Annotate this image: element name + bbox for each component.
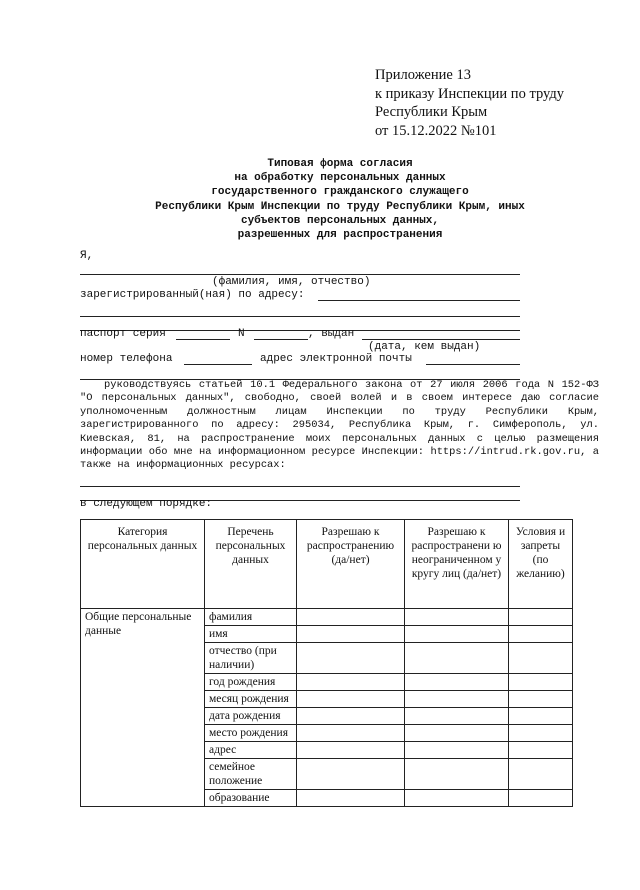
conditions-cell[interactable] xyxy=(509,759,573,790)
header-category: Категория персональных данных xyxy=(81,520,205,609)
email-field[interactable] xyxy=(426,352,520,365)
consent-table xyxy=(80,519,573,807)
data-item-cell: отчество (при наличии) xyxy=(205,643,297,674)
fio-field[interactable] xyxy=(80,262,520,275)
email-label: адрес электронной почты xyxy=(260,353,412,365)
conditions-cell[interactable] xyxy=(509,725,573,742)
data-item-cell: месяц рождения xyxy=(205,691,297,708)
header-allow-distribution: Разрешаю к распространению (да/нет) xyxy=(297,520,405,609)
order-label: в следующем порядке: xyxy=(80,498,213,510)
allow-unlimited-cell[interactable] xyxy=(405,790,509,807)
conditions-cell[interactable] xyxy=(509,609,573,626)
header-allow-unlimited: Разрешаю к распространени ю неограниченном у кругу лиц (да/нет) xyxy=(405,520,509,609)
conditions-cell[interactable] xyxy=(509,742,573,759)
appendix-line-2: к приказу Инспекции по труду xyxy=(375,85,564,102)
allow-unlimited-cell[interactable] xyxy=(405,759,509,790)
title-line-6: разрешенных для распространения xyxy=(237,229,443,242)
allow-distribution-cell[interactable] xyxy=(297,674,405,691)
data-item-cell: год рождения xyxy=(205,674,297,691)
allow-unlimited-cell[interactable] xyxy=(405,643,509,674)
category-cell: Общие персональные данные xyxy=(81,609,205,807)
phone-label: номер телефона xyxy=(80,353,173,365)
data-item-cell: фамилия xyxy=(205,609,297,626)
ya-label: Я, xyxy=(80,250,94,262)
allow-unlimited-cell[interactable] xyxy=(405,708,509,725)
allow-unlimited-cell[interactable] xyxy=(405,609,509,626)
issued-label: , выдан xyxy=(308,328,355,340)
data-item-cell: образование xyxy=(205,790,297,807)
passport-series-label: паспорт серия xyxy=(80,328,166,340)
address-field-1[interactable] xyxy=(318,288,520,301)
appendix-line-4: от 15.12.2022 №101 xyxy=(375,122,497,139)
allow-unlimited-cell[interactable] xyxy=(405,626,509,643)
data-item-cell: имя xyxy=(205,626,297,643)
allow-distribution-cell[interactable] xyxy=(297,691,405,708)
allow-distribution-cell[interactable] xyxy=(297,725,405,742)
conditions-cell[interactable] xyxy=(509,790,573,807)
allow-distribution-cell[interactable] xyxy=(297,609,405,626)
conditions-cell[interactable] xyxy=(509,626,573,643)
title-line-3: государственного гражданского служащего xyxy=(211,186,469,199)
passport-number-field[interactable] xyxy=(254,327,308,340)
allow-distribution-cell[interactable] xyxy=(297,759,405,790)
conditions-cell[interactable] xyxy=(509,708,573,725)
appendix-line-3: Республики Крым xyxy=(375,104,488,120)
allow-distribution-cell[interactable] xyxy=(297,643,405,674)
conditions-cell[interactable] xyxy=(509,674,573,691)
appendix-block xyxy=(375,66,564,140)
allow-unlimited-cell[interactable] xyxy=(405,742,509,759)
passport-number-label: N xyxy=(238,328,245,340)
title-line-1: Типовая форма согласия xyxy=(267,158,413,170)
phone-field[interactable] xyxy=(184,352,252,365)
allow-unlimited-cell[interactable] xyxy=(405,691,509,708)
allow-distribution-cell[interactable] xyxy=(297,708,405,725)
registered-label: зарегистрированный(ная) по адресу: xyxy=(80,289,305,301)
title-line-5: субъектов персональных данных, xyxy=(240,214,440,227)
table-header-row xyxy=(81,520,573,609)
issued-caption: (дата, кем выдан) xyxy=(368,341,481,353)
header-conditions: Условия и запреты (по желанию) xyxy=(509,520,573,609)
conditions-cell[interactable] xyxy=(509,691,573,708)
data-item-cell: семейное положение xyxy=(205,759,297,790)
document-title xyxy=(60,157,620,242)
data-item-cell: дата рождения xyxy=(205,708,297,725)
appendix-line-1: Приложение 13 xyxy=(375,67,471,83)
allow-distribution-cell[interactable] xyxy=(297,626,405,643)
allow-unlimited-cell[interactable] xyxy=(405,725,509,742)
allow-distribution-cell[interactable] xyxy=(297,742,405,759)
data-item-cell: адрес xyxy=(205,742,297,759)
table-row xyxy=(81,609,573,626)
consent-text: руководствуясь статьей 10.1 Федерального закона от 27 июля 2006 года N 152-ФЗ "О персональных данных", свободно, своей волей и в своем интересе даю согласие уполномоченным должностным лицам Инспекции по труду Республики Крым, зарегистрированного по адресу: 295034, Республика Крым, г. Симферополь, ул. Киевская, 81, на распространение моих персональных данных с целью размещения информации обо мне на информационном ресурсе Инспекции: https://intrud.rk.gov.ru, а также на информационных ресурсах: xyxy=(80,379,599,472)
allow-unlimited-cell[interactable] xyxy=(405,674,509,691)
fio-caption: (фамилия, имя, отчество) xyxy=(212,276,371,288)
title-line-4: Республики Крым Инспекции по труду Республики Крым, иных xyxy=(155,200,525,213)
header-list: Перечень персональных данных xyxy=(205,520,297,609)
issued-field[interactable] xyxy=(362,327,520,340)
allow-distribution-cell[interactable] xyxy=(297,790,405,807)
consent-paragraph xyxy=(80,379,599,473)
data-item-cell: место рождения xyxy=(205,725,297,742)
conditions-cell[interactable] xyxy=(509,643,573,674)
title-line-2: на обработку персональных данных xyxy=(234,172,446,185)
passport-series-field[interactable] xyxy=(176,327,230,340)
address-field-2[interactable] xyxy=(80,304,520,317)
resources-field-1[interactable] xyxy=(80,474,520,487)
